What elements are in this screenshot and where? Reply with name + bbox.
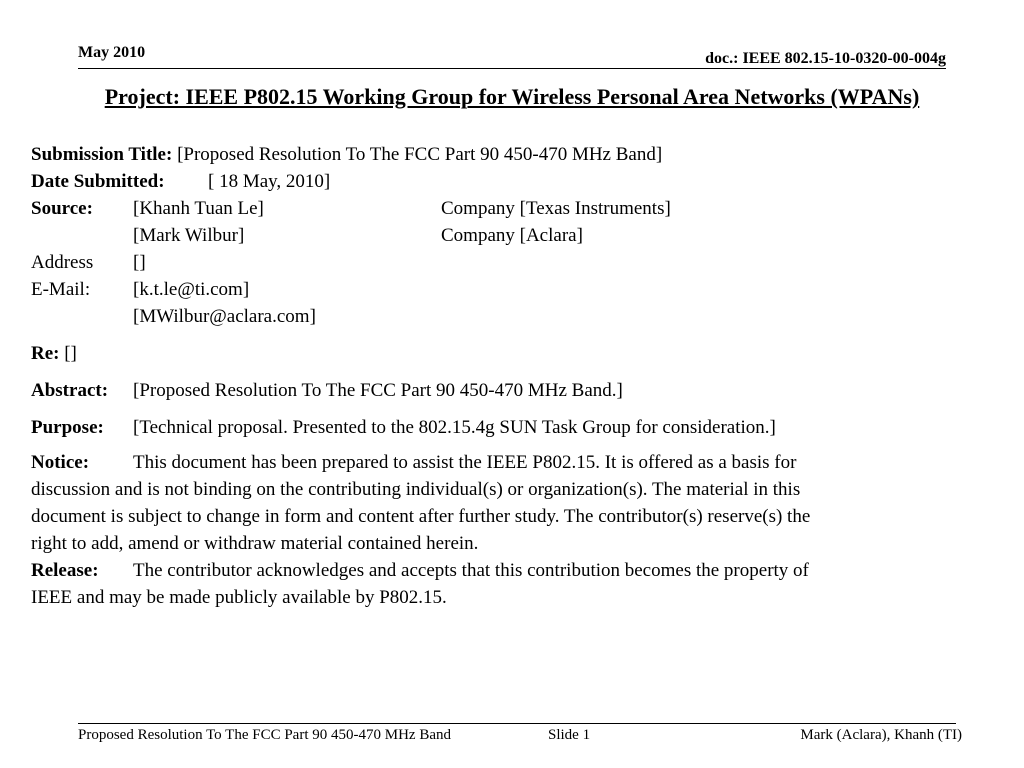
notice-text: This document has been prepared to assist the IEEE P802.15. It is offered as a basis for	[133, 452, 797, 473]
footer-title: Proposed Resolution To The FCC Part 90 450-470 MHz Band	[78, 727, 451, 743]
re-value: []	[64, 343, 77, 364]
date-submitted-row	[31, 168, 991, 195]
submission-body	[31, 141, 991, 611]
date-submitted-value: [ 18 May, 2010]	[208, 171, 331, 192]
notice-line: discussion and is not binding on the contributing individual(s) or organization(s). The material in this	[31, 479, 801, 500]
header-doc-id: doc.: IEEE 802.15-10-0320-00-004g	[705, 50, 946, 67]
email-row-2	[31, 303, 991, 330]
notice-line: right to add, amend or withdraw material contained herein.	[31, 533, 479, 554]
author-name: [Khanh Tuan Le]	[133, 198, 264, 219]
source-label: Source:	[31, 198, 93, 219]
header-date: May 2010	[78, 44, 146, 61]
email-row-1	[31, 276, 991, 303]
abstract-value: [Proposed Resolution To The FCC Part 90 450-470 MHz Band.]	[133, 380, 623, 401]
footer-divider	[78, 723, 956, 724]
submission-title-value: [Proposed Resolution To The FCC Part 90 450-470 MHz Band]	[177, 144, 663, 165]
author-company: Company [Aclara]	[441, 225, 583, 246]
source-row-1	[31, 195, 991, 222]
purpose-row	[31, 414, 991, 441]
notice-line: document is subject to change in form and content after further study. The contributor(s) reserve(s) the	[31, 506, 811, 527]
header-divider	[78, 68, 946, 69]
purpose-value: [Technical proposal. Presented to the 802.15.4g SUN Task Group for consideration.]	[133, 417, 776, 438]
author-name: [Mark Wilbur]	[133, 225, 245, 246]
submission-title-label: Submission Title:	[31, 144, 173, 165]
release-line: IEEE and may be made publicly available by P802.15.	[31, 587, 447, 608]
source-row-2	[31, 222, 991, 249]
notice-label: Notice:	[31, 452, 90, 473]
abstract-label: Abstract:	[31, 380, 109, 401]
re-label: Re:	[31, 343, 60, 364]
address-value: []	[133, 252, 146, 273]
release-line	[31, 557, 991, 584]
date-submitted-label: Date Submitted:	[31, 171, 165, 192]
email-value: [k.t.le@ti.com]	[133, 279, 250, 300]
footer-slide-number: Slide 1	[548, 727, 591, 743]
email-value: [MWilbur@aclara.com]	[133, 306, 316, 327]
abstract-row	[31, 377, 991, 404]
author-company: Company [Texas Instruments]	[441, 198, 671, 219]
purpose-label: Purpose:	[31, 417, 104, 438]
submission-title-row	[31, 141, 991, 168]
release-text: The contributor acknowledges and accepts that this contribution becomes the property of	[133, 560, 809, 581]
email-label: E-Mail:	[31, 279, 91, 300]
address-row	[31, 249, 991, 276]
footer-authors: Mark (Aclara), Khanh (TI)	[800, 727, 962, 743]
project-title: Project: IEEE P802.15 Working Group for Wireless Personal Area Networks (WPANs)	[104, 84, 920, 109]
re-row	[31, 340, 991, 367]
release-label: Release:	[31, 560, 99, 581]
notice-line	[31, 449, 991, 476]
address-label: Address	[31, 252, 94, 273]
